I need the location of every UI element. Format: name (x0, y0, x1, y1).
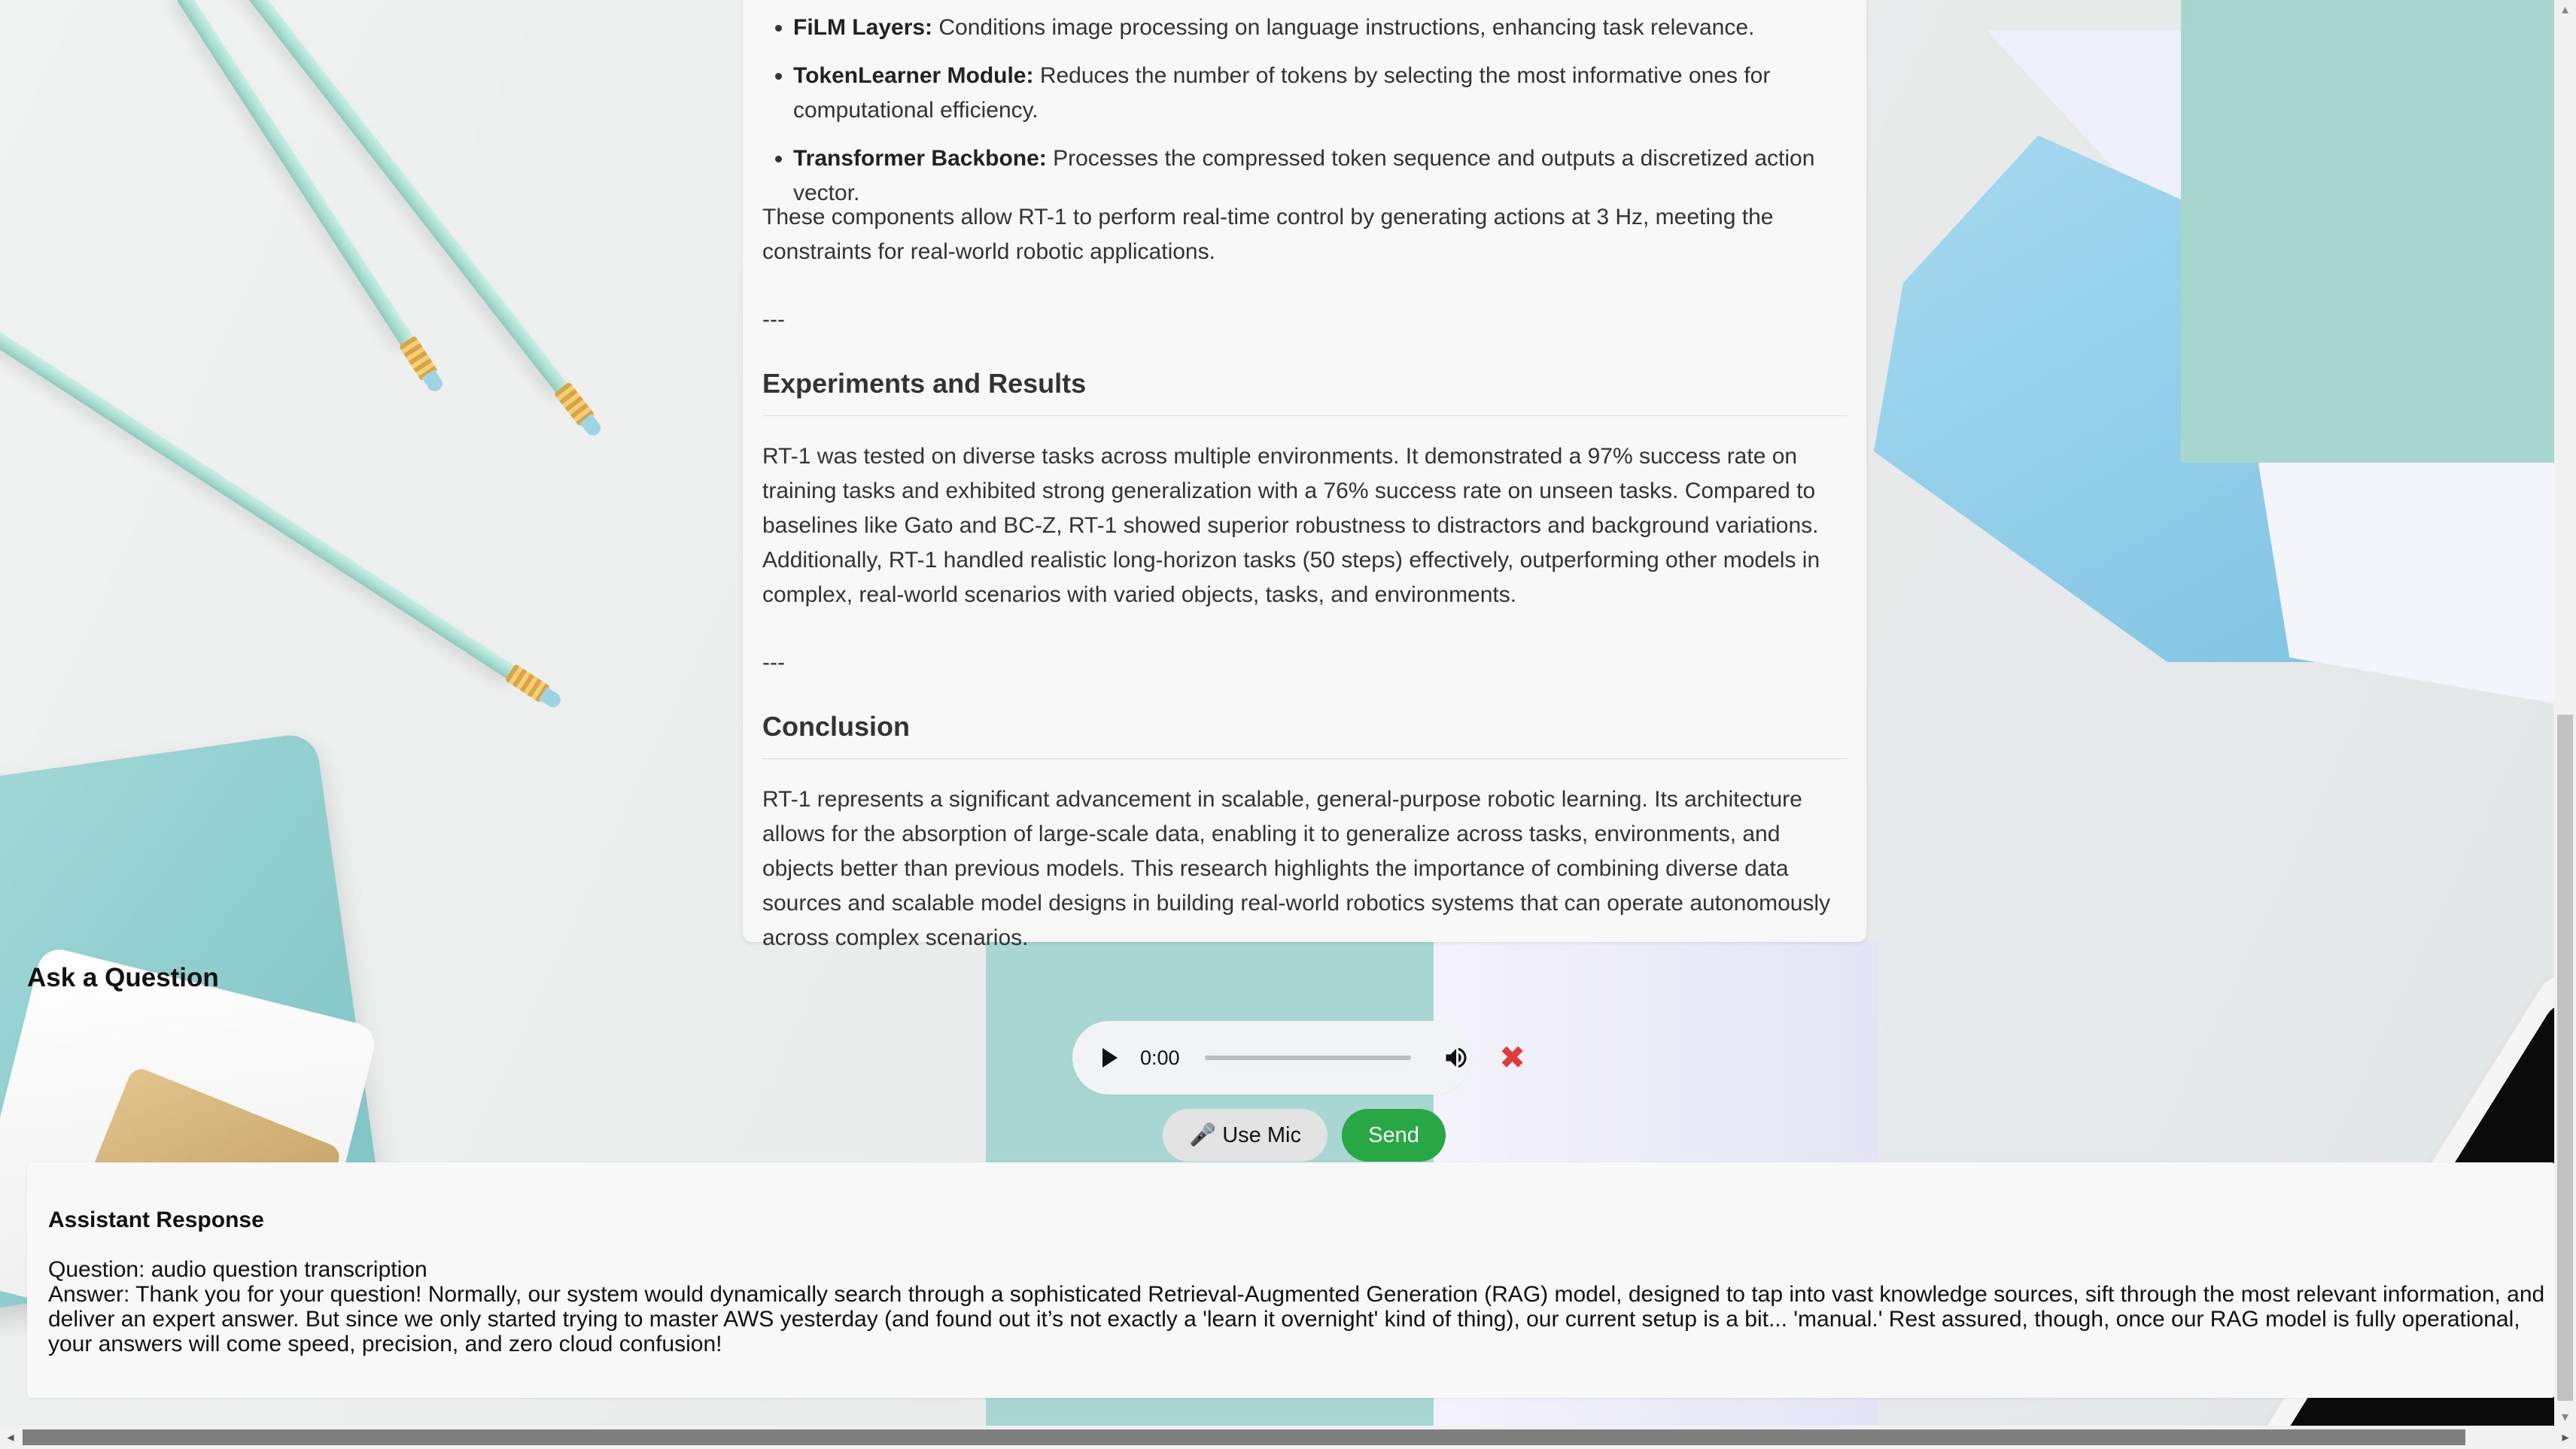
use-mic-button[interactable]: 🎤 Use Mic (1163, 1109, 1328, 1162)
article-card (743, 0, 1866, 950)
bullet-term: TokenLearner Module: (793, 63, 1034, 88)
scroll-up-icon[interactable]: ▴ (2561, 2, 2569, 17)
audio-time: 0:00 (1140, 1046, 1180, 1069)
scroll-left-icon[interactable]: ◂ (7, 1429, 14, 1444)
scroll-right-icon[interactable]: ▸ (2562, 1429, 2569, 1444)
experiments-paragraph: RT-1 was tested on diverse tasks across multiple environments. It demonstrated a 97% success rate on training tasks and exhibited strong generalization with a 76% success rate on unseen tasks. Compared to baselines like Gato and BC-Z, RT-1 showed superior robustness to distractors and background variations. Additionally, RT-1 handled realistic long-horizon tasks (50 steps) effectively, outperforming other models in complex, real-world scenarios with varied objects, tasks, and environments. (762, 444, 1820, 607)
vertical-scroll-thumb[interactable] (2557, 715, 2573, 1401)
play-icon[interactable] (1102, 1048, 1118, 1068)
list-item (793, 59, 1862, 128)
bullet-text: Processes the compressed token sequence and outputs a discretized action vector. (793, 146, 1815, 205)
bullet-term: Transformer Backbone: (793, 146, 1047, 171)
audio-progress-track[interactable] (1205, 1056, 1411, 1060)
assistant-response-panel (27, 1162, 2556, 1398)
bullet-text: Conditions image processing on language instructions, enhancing task relevance. (932, 15, 1755, 40)
horizontal-scroll-thumb[interactable] (23, 1429, 2465, 1445)
conclusion-paragraph: RT-1 represents a significant advancement in scalable, general-purpose robotic learning. Its architecture allows for the absorption of large-scale data, enabling it to generalize across tasks, environments, and objects better than previous models. This research highlights the importance of combining diverse data sources and scalable model designs in building real-world robotics systems that can operate autonomously across complex scenarios. (762, 787, 1831, 950)
send-button[interactable]: Send (1342, 1109, 1446, 1162)
scroll-down-icon[interactable]: ▾ (2561, 1409, 2569, 1424)
components-paragraph: These components allow RT-1 to perform real-time control by generating actions at 3 Hz, meeting the constraints for real-world robotic applications. (762, 205, 1774, 264)
horizontal-scrollbar[interactable] (0, 1426, 2576, 1449)
close-icon[interactable]: ✖ (1499, 1040, 1526, 1075)
component-list (771, 11, 1862, 224)
section-separator: --- (762, 650, 785, 675)
volume-icon[interactable] (1443, 1044, 1470, 1071)
section-separator: --- (762, 307, 785, 332)
ask-question-title: Ask a Question (27, 963, 219, 992)
response-question: Question: audio question transcription (48, 1257, 427, 1282)
audio-player[interactable] (1072, 1021, 1471, 1095)
bullet-text: Reduces the number of tokens by selecting the most informative ones for computational efficiency. (793, 63, 1771, 123)
list-item (793, 11, 1862, 45)
response-heading: Assistant Response (48, 1208, 264, 1232)
response-answer: Answer: Thank you for your question! Normally, our system would dynamically search through a sophisticated Retrieval-Augmented Generation (RAG) model, designed to tap into vast knowledge sources, sift through the most relevant information, and deliver an expert answer. But since we only started trying to master AWS yesterday (and found out it’s not exactly a 'learn it overnight' kind of thing), our current setup is a bit... 'manual.' Rest assured, though, once our RAG model is fully operational, your answers will come speed, precision, and zero cloud confusion! (48, 1282, 2545, 1356)
conclusion-heading: Conclusion (762, 709, 1848, 759)
mint-card-image (2181, 0, 2576, 463)
bullet-term: FiLM Layers: (793, 15, 933, 40)
vertical-scrollbar[interactable] (2554, 0, 2576, 1426)
experiments-heading: Experiments and Results (762, 366, 1848, 416)
